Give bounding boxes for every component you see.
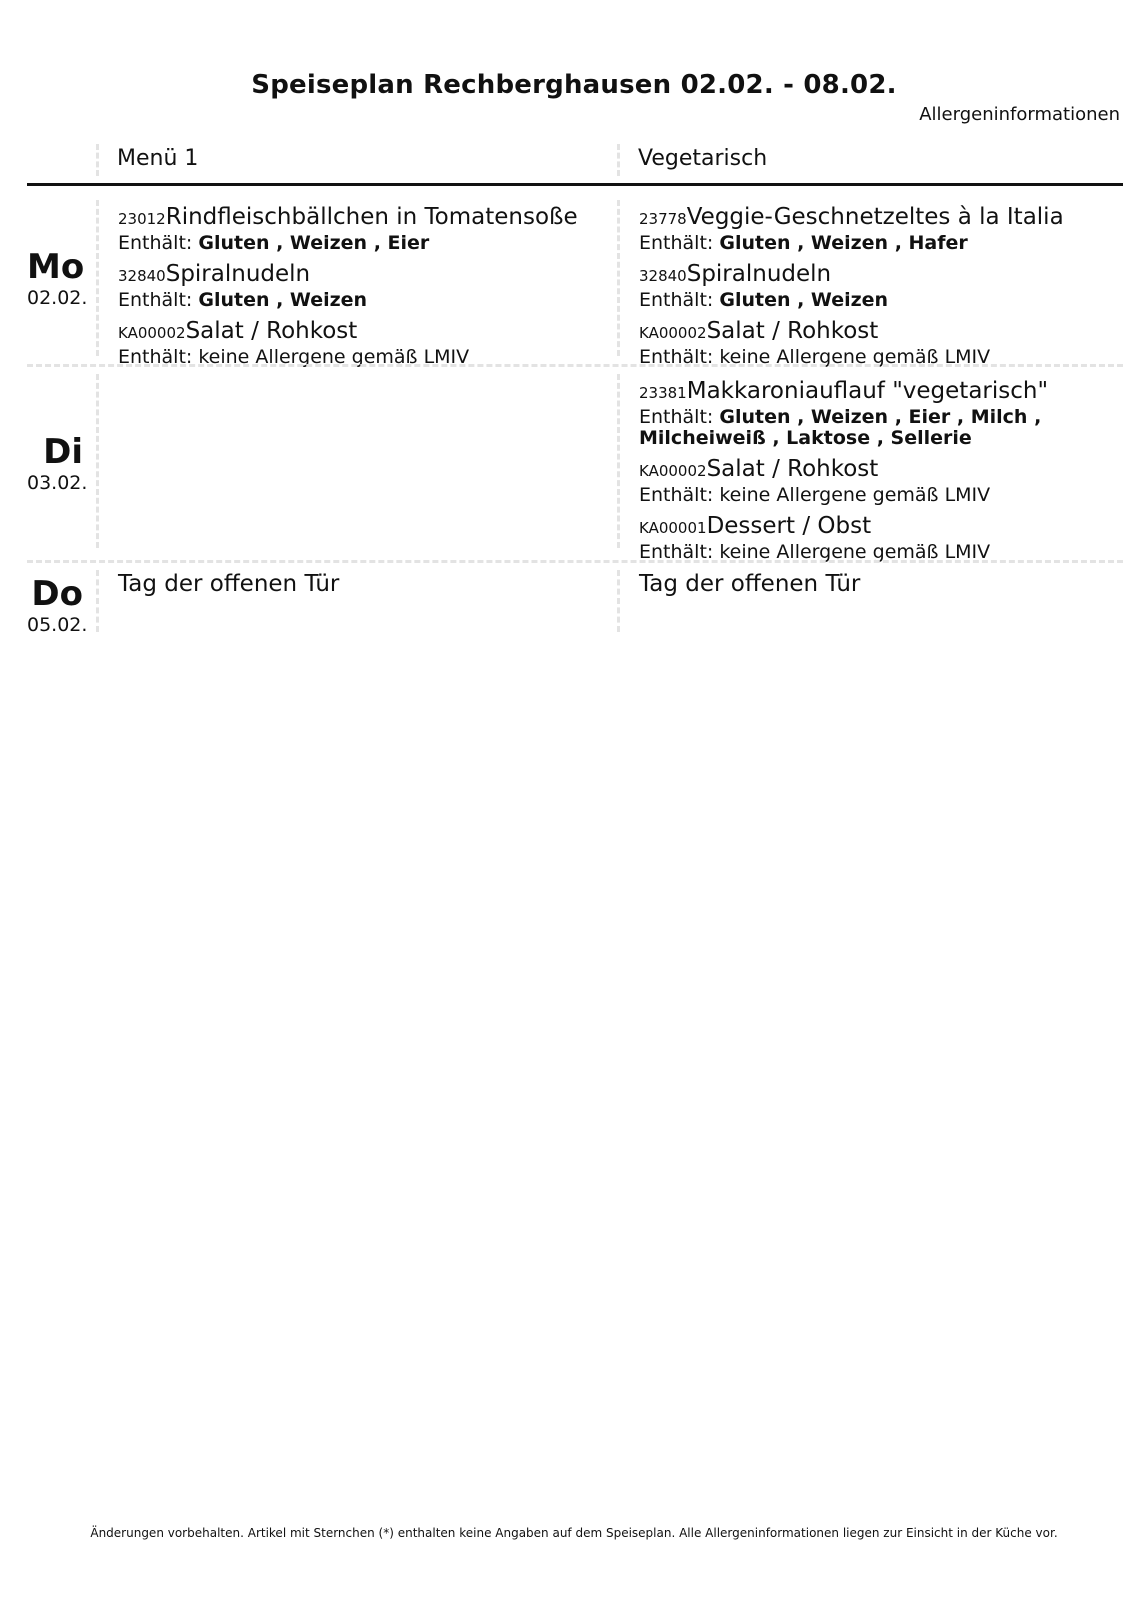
dish-item — [639, 456, 1123, 506]
day-abbr: Mo — [27, 247, 85, 287]
allergen-list: Gluten , Weizen — [198, 289, 368, 311]
dish-title — [118, 318, 608, 347]
allergen-line — [118, 233, 608, 254]
contains-prefix: Enthält: — [118, 289, 199, 311]
row-divider-menu1 — [96, 374, 99, 548]
cell-do-menu1 — [118, 570, 608, 598]
footer-note: Änderungen vorbehalten. Artikel mit Sternchen (*) enthalten keine Angaben auf dem Speiseplan. Alle Allergeninformationen liegen zur Einsicht in der Küche vor. — [90, 1526, 1058, 1540]
allergen-info-link[interactable]: Allergeninformationen — [919, 104, 1120, 125]
dish-code: KA00001 — [639, 519, 707, 537]
cell-do-vegetarisch — [639, 570, 1123, 598]
dish-item — [118, 204, 608, 254]
dish-name: Spiralnudeln — [165, 261, 311, 287]
dish-code: KA00002 — [118, 324, 186, 342]
header-divider-menu1 — [96, 144, 99, 176]
day-date: 05.02. — [27, 614, 88, 636]
contains-prefix: Enthält: — [639, 232, 720, 254]
dish-code: KA00002 — [639, 324, 707, 342]
allergen-list: Gluten , Weizen — [719, 289, 889, 311]
day-note: Tag der offenen Tür — [118, 571, 340, 597]
day-note: Tag der offenen Tür — [639, 571, 861, 597]
allergen-list: Gluten , Weizen , Eier , Milch , Milcheiweiß , Laktose , Sellerie — [639, 406, 1042, 449]
dish-name: Veggie-Geschnetzeltes à la Italia — [686, 204, 1064, 230]
dish-title — [118, 204, 608, 233]
cell-mo-menu1 — [118, 204, 608, 375]
dish-name: Rindfleischbällchen in Tomatensoße — [165, 204, 578, 230]
dish-item — [639, 513, 1123, 563]
row-separator — [27, 364, 1123, 367]
dish-item — [118, 261, 608, 311]
cell-mo-vegetarisch — [639, 204, 1123, 375]
dish-title — [118, 261, 608, 290]
contains-prefix: Enthält: — [118, 232, 199, 254]
dish-code: 23381 — [639, 384, 687, 402]
dish-title — [639, 513, 1123, 542]
dish-code: 32840 — [639, 267, 687, 285]
dish-item — [118, 318, 608, 368]
row-divider-menu1 — [96, 200, 99, 356]
row-divider-menu1 — [96, 570, 99, 632]
header-divider-vegetarisch — [617, 144, 620, 176]
day-date: 02.02. — [27, 287, 88, 309]
allergen-line: Enthält: keine Allergene gemäß LMIV — [118, 346, 470, 368]
row-divider-vegetarisch — [617, 570, 620, 632]
day-label-do — [27, 574, 88, 637]
dish-item — [639, 204, 1123, 254]
dish-title — [639, 378, 1123, 407]
allergen-list: Gluten , Weizen , Eier — [198, 232, 430, 254]
allergen-line — [639, 233, 1123, 254]
header-rule — [27, 183, 1123, 186]
dish-item — [639, 261, 1123, 311]
row-divider-vegetarisch — [617, 374, 620, 548]
allergen-line: Enthält: keine Allergene gemäß LMIV — [639, 541, 991, 563]
dish-title — [639, 318, 1123, 347]
day-abbr: Di — [43, 432, 83, 472]
column-header-vegetarisch: Vegetarisch — [638, 146, 768, 171]
day-abbr: Do — [31, 574, 83, 614]
dish-item — [639, 318, 1123, 368]
dish-name: Makkaroniauflauf "vegetarisch" — [686, 378, 1049, 404]
dish-name: Salat / Rohkost — [706, 456, 879, 482]
dish-name: Dessert / Obst — [706, 513, 872, 539]
row-separator — [27, 560, 1123, 563]
allergen-line — [639, 290, 1123, 311]
cell-di-vegetarisch — [639, 378, 1123, 570]
dish-item — [639, 378, 1123, 449]
dish-code: KA00002 — [639, 462, 707, 480]
contains-prefix: Enthält: — [639, 406, 720, 428]
dish-name: Salat / Rohkost — [706, 318, 879, 344]
dish-name: Spiralnudeln — [686, 261, 832, 287]
allergen-line: Enthält: keine Allergene gemäß LMIV — [639, 484, 991, 506]
column-header-menu1: Menü 1 — [117, 146, 199, 171]
contains-prefix: Enthält: — [639, 289, 720, 311]
dish-title — [639, 261, 1123, 290]
page-title: Speiseplan Rechberghausen 02.02. - 08.02. — [251, 70, 897, 100]
dish-title — [639, 456, 1123, 485]
dish-code: 23778 — [639, 210, 687, 228]
allergen-line — [639, 407, 1123, 449]
day-label-di — [27, 432, 88, 495]
day-date: 03.02. — [27, 472, 88, 494]
day-label-mo — [27, 247, 88, 310]
dish-code: 23012 — [118, 210, 166, 228]
allergen-list: Gluten , Weizen , Hafer — [719, 232, 968, 254]
dish-name: Salat / Rohkost — [185, 318, 358, 344]
dish-code: 32840 — [118, 267, 166, 285]
dish-title — [639, 204, 1123, 233]
allergen-line — [118, 290, 608, 311]
allergen-line: Enthält: keine Allergene gemäß LMIV — [639, 346, 991, 368]
row-divider-vegetarisch — [617, 200, 620, 356]
